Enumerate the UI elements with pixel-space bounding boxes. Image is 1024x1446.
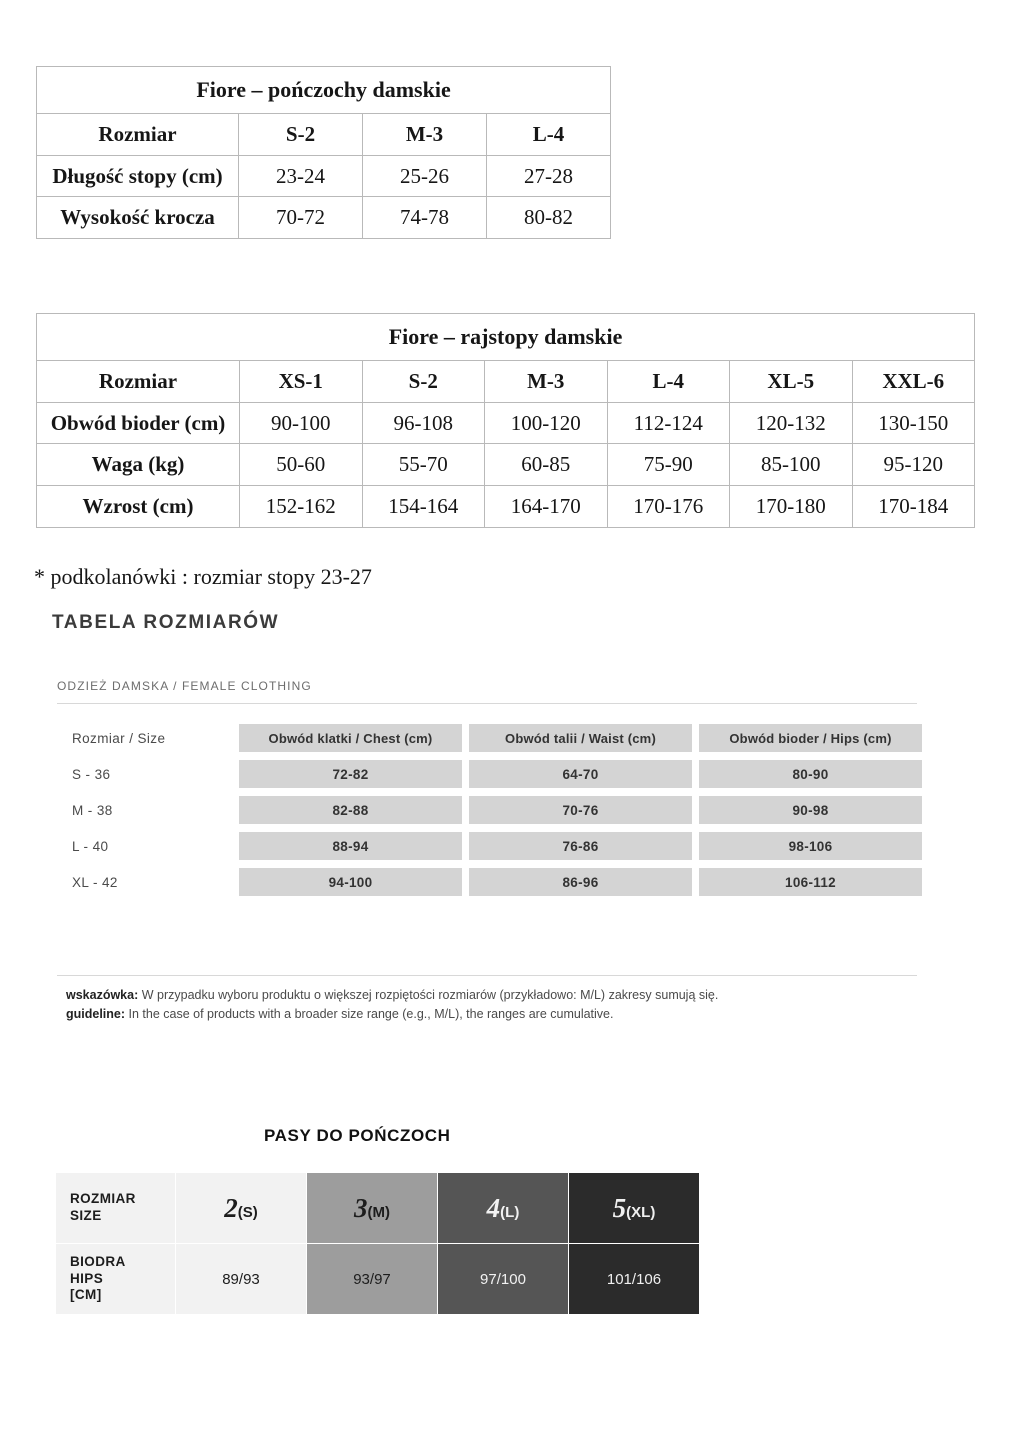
table-cell: 170-180 — [730, 486, 853, 528]
belt-size-letter: (L) — [500, 1203, 520, 1221]
row-label: Rozmiar — [37, 113, 239, 155]
table-cell: 25-26 — [363, 155, 487, 197]
table-cell: 98-106 — [699, 832, 922, 860]
column-header: L-4 — [487, 113, 611, 155]
table-row — [56, 1173, 700, 1244]
guideline-pl-text: W przypadku wyboru produktu o większej rozpiętości rozmiarów (przykładowo: M/L) zakresy sumują się. — [138, 988, 719, 1002]
guideline-en — [66, 1005, 946, 1024]
table-row — [64, 868, 922, 896]
table-row — [37, 197, 611, 239]
table-cell: 70-72 — [239, 197, 363, 239]
guideline-pl-label: wskazówka: — [66, 988, 139, 1002]
stockings-table-title: Fiore – pończochy damskie — [37, 67, 611, 114]
row-label: Rozmiar — [37, 360, 240, 402]
table-cell: 120-132 — [730, 402, 853, 444]
table-cell: 86-96 — [469, 868, 692, 896]
column-header: XXL-6 — [852, 360, 975, 402]
table-cell: 130-150 — [852, 402, 975, 444]
table-cell: 106-112 — [699, 868, 922, 896]
table-cell: 90-98 — [699, 796, 922, 824]
guideline-pl — [66, 986, 946, 1005]
table-cell: 70-76 — [469, 796, 692, 824]
table-row — [56, 1244, 700, 1315]
stockings-size-table — [36, 66, 611, 239]
table-cell: 96-108 — [362, 402, 485, 444]
belt-size-2 — [176, 1173, 307, 1244]
belt-size-number: 3 — [354, 1192, 368, 1223]
row-label-hips-pl: BIODRA — [70, 1253, 126, 1269]
tights-size-table — [36, 313, 975, 528]
table-row — [64, 832, 922, 860]
table-row — [37, 314, 975, 361]
belt-size-number: 5 — [612, 1192, 627, 1223]
table-cell: 152-162 — [240, 486, 363, 528]
table-cell: 27-28 — [487, 155, 611, 197]
belt-size-number: 4 — [486, 1192, 501, 1223]
table-cell: 164-170 — [485, 486, 608, 528]
column-header: M-3 — [363, 113, 487, 155]
table-cell: 72-82 — [239, 760, 462, 788]
belt-size-5 — [569, 1173, 700, 1244]
table-cell: 82-88 — [239, 796, 462, 824]
row-label: Długość stopy (cm) — [37, 155, 239, 197]
table-cell: 154-164 — [362, 486, 485, 528]
belt-size-letter: (M) — [367, 1203, 390, 1221]
guideline-block — [66, 986, 946, 1025]
row-label-hips-unit: [CM] — [70, 1287, 102, 1303]
column-header-waist: Obwód talii / Waist (cm) — [469, 724, 692, 752]
table-row — [64, 796, 922, 824]
table-cell: 101/106 — [569, 1244, 700, 1315]
female-clothing-size-table — [57, 716, 929, 904]
table-cell: 85-100 — [730, 444, 853, 486]
table-cell: 170-176 — [607, 486, 730, 528]
column-header-chest: Obwód klatki / Chest (cm) — [239, 724, 462, 752]
table-cell: 93/97 — [307, 1244, 438, 1315]
table-cell: 95-120 — [852, 444, 975, 486]
garter-belts-size-table — [55, 1172, 700, 1315]
belt-size-3 — [307, 1173, 438, 1244]
divider-top — [57, 703, 917, 704]
table-row — [64, 760, 922, 788]
column-header: S-2 — [362, 360, 485, 402]
table-cell: 75-90 — [607, 444, 730, 486]
belt-size-number: 2 — [224, 1192, 238, 1223]
guideline-en-text: In the case of products with a broader size range (e.g., M/L), the ranges are cumulative. — [125, 1007, 614, 1022]
row-label-size-en: SIZE — [70, 1208, 102, 1223]
table-row — [37, 360, 975, 402]
page-title: TABELA ROZMIARÓW — [52, 612, 280, 633]
table-row — [37, 444, 975, 486]
footnote-knee-highs: * podkolanówki : rozmiar stopy 23-27 — [34, 564, 372, 589]
column-header: M-3 — [485, 360, 608, 402]
divider-bottom — [57, 975, 917, 976]
table-cell: 90-100 — [240, 402, 363, 444]
row-label-hips — [56, 1244, 176, 1315]
table-row — [37, 155, 611, 197]
row-label-hips-en: HIPS — [70, 1270, 104, 1286]
table-cell: 76-86 — [469, 832, 692, 860]
belts-section-title: PASY DO POŃCZOCH — [264, 1126, 451, 1145]
table-cell: 64-70 — [469, 760, 692, 788]
row-label: L - 40 — [72, 838, 109, 854]
row-label: M - 38 — [72, 802, 113, 818]
column-header: L-4 — [607, 360, 730, 402]
row-label: S - 36 — [72, 766, 111, 782]
clothing-subtitle: ODZIEŻ DAMSKA / FEMALE CLOTHING — [57, 679, 312, 693]
table-cell: 55-70 — [362, 444, 485, 486]
row-label: Wysokość krocza — [37, 197, 239, 239]
column-header: XL-5 — [730, 360, 853, 402]
table-row — [37, 113, 611, 155]
table-cell: 97/100 — [438, 1244, 569, 1315]
tights-table-title: Fiore – rajstopy damskie — [37, 314, 975, 361]
guideline-en-label: guideline: — [66, 1007, 126, 1022]
table-row — [37, 402, 975, 444]
table-cell: 88-94 — [239, 832, 462, 860]
row-label: Waga (kg) — [37, 444, 240, 486]
row-label: XL - 42 — [72, 874, 118, 890]
table-cell: 50-60 — [240, 444, 363, 486]
column-header: XS-1 — [240, 360, 363, 402]
belt-size-letter: (S) — [237, 1203, 258, 1221]
table-cell: 170-184 — [852, 486, 975, 528]
row-label: Obwód bioder (cm) — [37, 402, 240, 444]
table-cell: 74-78 — [363, 197, 487, 239]
row-label: Wzrost (cm) — [37, 486, 240, 528]
row-label-size — [56, 1173, 176, 1244]
table-cell: 100-120 — [485, 402, 608, 444]
table-cell: 94-100 — [239, 868, 462, 896]
table-cell: 60-85 — [485, 444, 608, 486]
belt-size-4 — [438, 1173, 569, 1244]
column-header-hips: Obwód bioder / Hips (cm) — [699, 724, 922, 752]
column-header: S-2 — [239, 113, 363, 155]
table-cell: 112-124 — [607, 402, 730, 444]
table-header-row — [64, 724, 922, 752]
table-row — [37, 486, 975, 528]
column-header-size: Rozmiar / Size — [72, 730, 166, 746]
table-cell: 80-90 — [699, 760, 922, 788]
table-cell: 80-82 — [487, 197, 611, 239]
row-label-size-pl: ROZMIAR — [70, 1191, 136, 1207]
table-cell: 23-24 — [239, 155, 363, 197]
belt-size-letter: (XL) — [626, 1203, 656, 1221]
table-cell: 89/93 — [176, 1244, 307, 1315]
table-row — [37, 67, 611, 114]
